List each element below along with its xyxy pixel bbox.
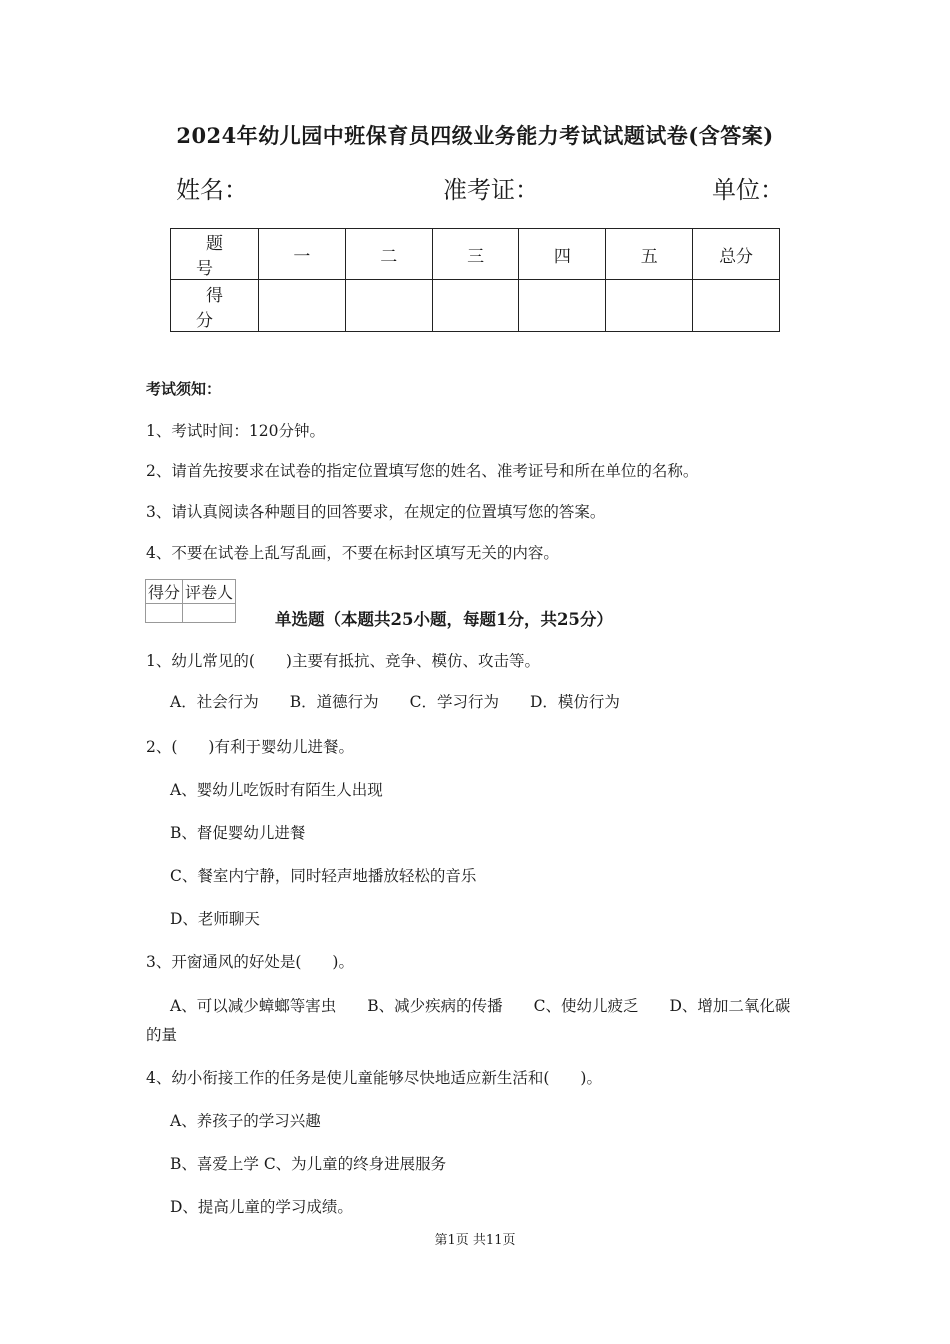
exam-id-field-label: 准考证： [443, 176, 539, 204]
question-stem: 2、( )有利于婴幼儿进餐。 [146, 738, 354, 756]
section-title: 单选题（本题共25小题，每题1分，共25分） [275, 610, 613, 629]
question-options-wrap: 的量 [146, 1026, 178, 1044]
score-cell [345, 280, 432, 332]
reviewer-label: 评卷人 [183, 580, 236, 604]
score-table [170, 228, 780, 332]
score-header-3: 三 [432, 229, 519, 280]
unit-field-label: 单位： [712, 176, 784, 204]
score-cell [693, 280, 780, 332]
notice-item: 3、请认真阅读各种题目的回答要求，在规定的位置填写您的答案。 [146, 503, 606, 521]
question-options: A、可以减少蟑螂等害虫 B、减少疾病的传播 C、使幼儿疲乏 D、增加二氧化碳 [170, 997, 791, 1015]
document-title: 2024年幼儿园中班保育员四级业务能力考试试题试卷(含答案) [176, 123, 774, 148]
score-header-5: 五 [606, 229, 693, 280]
score-cell [606, 280, 693, 332]
notice-item: 2、请首先按要求在试卷的指定位置填写您的姓名、准考证号和所在单位的名称。 [146, 462, 699, 480]
question-option: D、老师聊天 [170, 910, 260, 928]
score-cell [519, 280, 606, 332]
score-header-total: 总分 [693, 229, 780, 280]
score-header-4: 四 [519, 229, 606, 280]
question-option: C、餐室内宁静，同时轻声地播放轻松的音乐 [170, 867, 477, 885]
question-option: B、喜爱上学 C、为儿童的终身进展服务 [170, 1155, 447, 1173]
score-header-2: 二 [345, 229, 432, 280]
reviewer-score-label: 得分 [146, 580, 183, 604]
reviewer-score-cell [146, 604, 183, 623]
reviewer-box [145, 579, 236, 623]
name-field-label: 姓名： [176, 176, 248, 204]
notice-item: 4、不要在试卷上乱写乱画，不要在标封区填写无关的内容。 [146, 544, 559, 562]
notice-heading: 考试须知： [146, 380, 222, 398]
question-stem: 4、幼小衔接工作的任务是使儿童能够尽快地适应新生活和( )。 [146, 1069, 602, 1087]
question-option: B、督促婴幼儿进餐 [170, 824, 306, 842]
question-options: A．社会行为 B．道德行为 C．学习行为 D．模仿行为 [170, 693, 620, 711]
question-stem: 1、幼儿常见的( )主要有抵抗、竞争、模仿、攻击等。 [146, 652, 540, 670]
score-row-label: 得 分 [171, 280, 259, 332]
reviewer-name-cell [183, 604, 236, 623]
question-stem: 3、开窗通风的好处是( )。 [146, 953, 354, 971]
score-header-1: 一 [259, 229, 346, 280]
page-footer: 第1页 共11页 [434, 1233, 516, 1248]
notice-item: 1、考试时间：120分钟。 [146, 422, 325, 440]
question-number-label: 题 号 [171, 229, 259, 280]
score-cell [432, 280, 519, 332]
question-option: A、养孩子的学习兴趣 [170, 1112, 321, 1130]
question-option: D、提高儿童的学习成绩。 [170, 1198, 353, 1216]
question-option: A、婴幼儿吃饭时有陌生人出现 [170, 781, 383, 799]
